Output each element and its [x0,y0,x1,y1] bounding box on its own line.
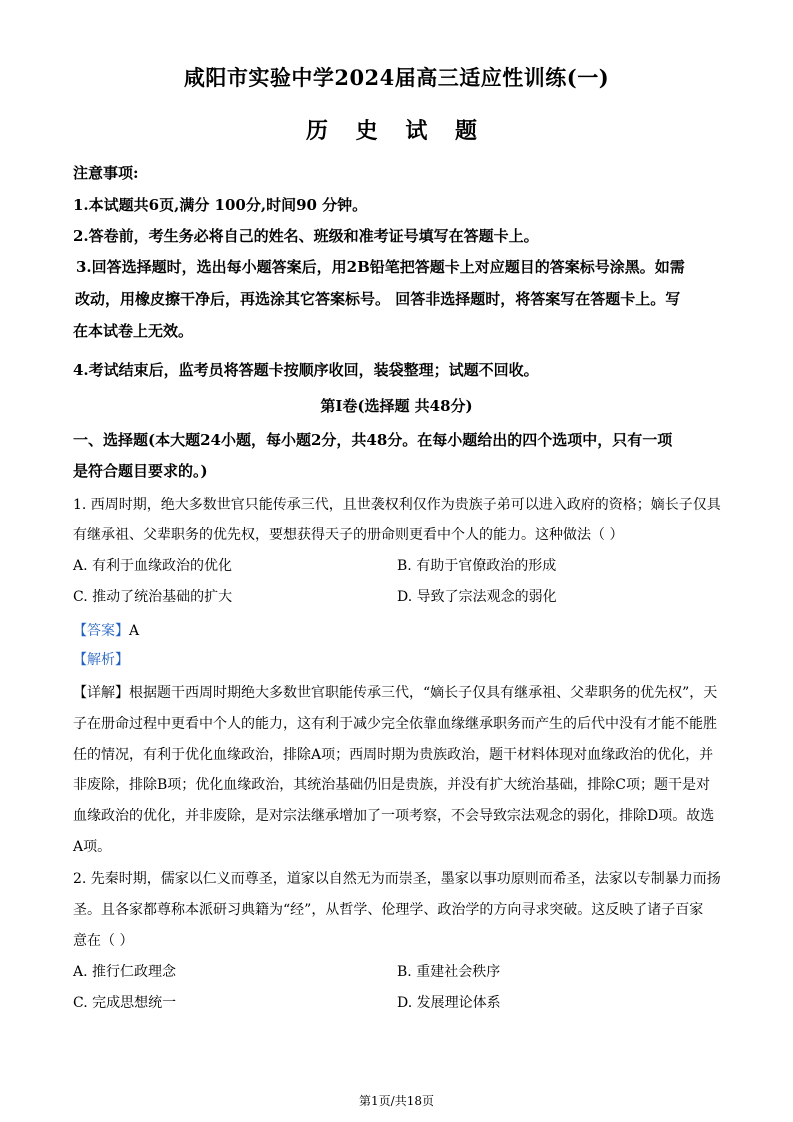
answer-tag: 【答案】 [73,623,129,639]
notice-heading: 注意事项: [73,164,139,182]
notice-item-3-line1: 3.回答选择题时，选出每小题答案后，用2B铅笔把答题卡上对应题目的答案标号涂黑。如需 [76,258,685,276]
q1-stem-line2: 有继承祖、父辈职务的优先权，要想获得天子的册命则更看中个人的能力。这种做法（ ） [73,527,624,543]
q2-option-a: A. 推行仁政理念 [73,964,177,980]
notice-item-1: 1.本试题共6页,满分 100分,时间90 分钟。 [73,196,368,214]
q2-stem-line2: 圣。且各家都尊称本派研习典籍为“经”，从哲学、伦理学、政治学的方向寻求突破。这反映了诸子百家 [73,902,704,918]
q1-detail-line1: 【详解】根据题干西周时期绝大多数世官职能传承三代，“嫡长子仅具有继承祖、父辈职务的优先权”，天 [73,685,718,701]
q2-stem-line1: 2. 先秦时期，儒家以仁义而尊圣，道家以自然无为而崇圣，墨家以事功原则而希圣，法家以专制暴力而扬 [73,871,721,887]
q1-detail-line4: 非废除，排除B项；优化血缘政治，其统治基础仍旧是贵族，并没有扩大统治基础，排除C项；题干是对 [73,777,710,793]
q1-option-b: B. 有助于官僚政治的形成 [397,558,557,574]
q1-stem-line1: 1. 西周时期，绝大多数世官只能传承三代，且世袭权利仅作为贵族子弟可以进入政府的资格；嫡长子仅具 [73,497,721,513]
q1-option-d: D. 导致了宗法观念的弱化 [397,589,557,605]
q1-detail-line3: 任的情况，有利于优化血缘政治，排除A项；西周时期为贵族政治，题干材料体现对血缘政治的优化，并 [73,747,714,763]
answer-value: A [129,623,140,639]
section-instruction-line1: 一、选择题(本大题24小题，每小题2分，共48分。在每小题给出的四个选项中，只有一项 [73,431,673,449]
section-title: 第Ⅰ卷(选择题 共48分) [320,397,473,415]
q1-detail-line5: 血缘政治的优化，并非废除，是对宗法继承增加了一项考察，不会导致宗法观念的弱化，排除D项。故选 [73,808,715,824]
q1-answer [73,620,139,640]
q2-option-d: D. 发展理论体系 [397,995,501,1011]
q1-option-c: C. 推动了统治基础的扩大 [73,589,233,605]
analysis-tag: 【解析】 [73,652,129,668]
q1-detail-line6: A项。 [73,839,112,855]
q1-option-a: A. 有利于血缘政治的优化 [73,558,233,574]
q2-option-b: B. 重建社会秩序 [397,964,501,980]
q2-option-c: C. 完成思想统一 [73,995,177,1011]
notice-item-3-line2: 改动，用橡皮擦干净后，再选涂其它答案标号。 回答非选择题时，将答案写在答题卡上。写 [75,290,681,308]
q1-detail-line2: 子在册命过程中更看中个人的能力，这有利于减少完全依靠血缘继承职务而产生的后代中没有才能不能胜 [73,716,717,732]
subject-title: 历 史 试 题 [306,118,487,144]
exam-title: 咸阳市实验中学2024届高三适应性训练(一) [183,65,610,90]
page-number: 第1页/共18页 [359,1094,434,1108]
notice-item-3-line3: 在本试卷上无效。 [73,322,194,340]
section-instruction-line2: 是符合题目要求的。) [73,462,208,480]
q2-stem-line3: 意在（ ） [73,933,134,949]
notice-item-2: 2.答卷前，考生务必将自己的姓名、班级和准考证号填写在答题卡上。 [73,227,539,245]
notice-item-4: 4.考试结束后，监考员将答题卡按顺序收回，装袋整理；试题不回收。 [73,361,539,379]
